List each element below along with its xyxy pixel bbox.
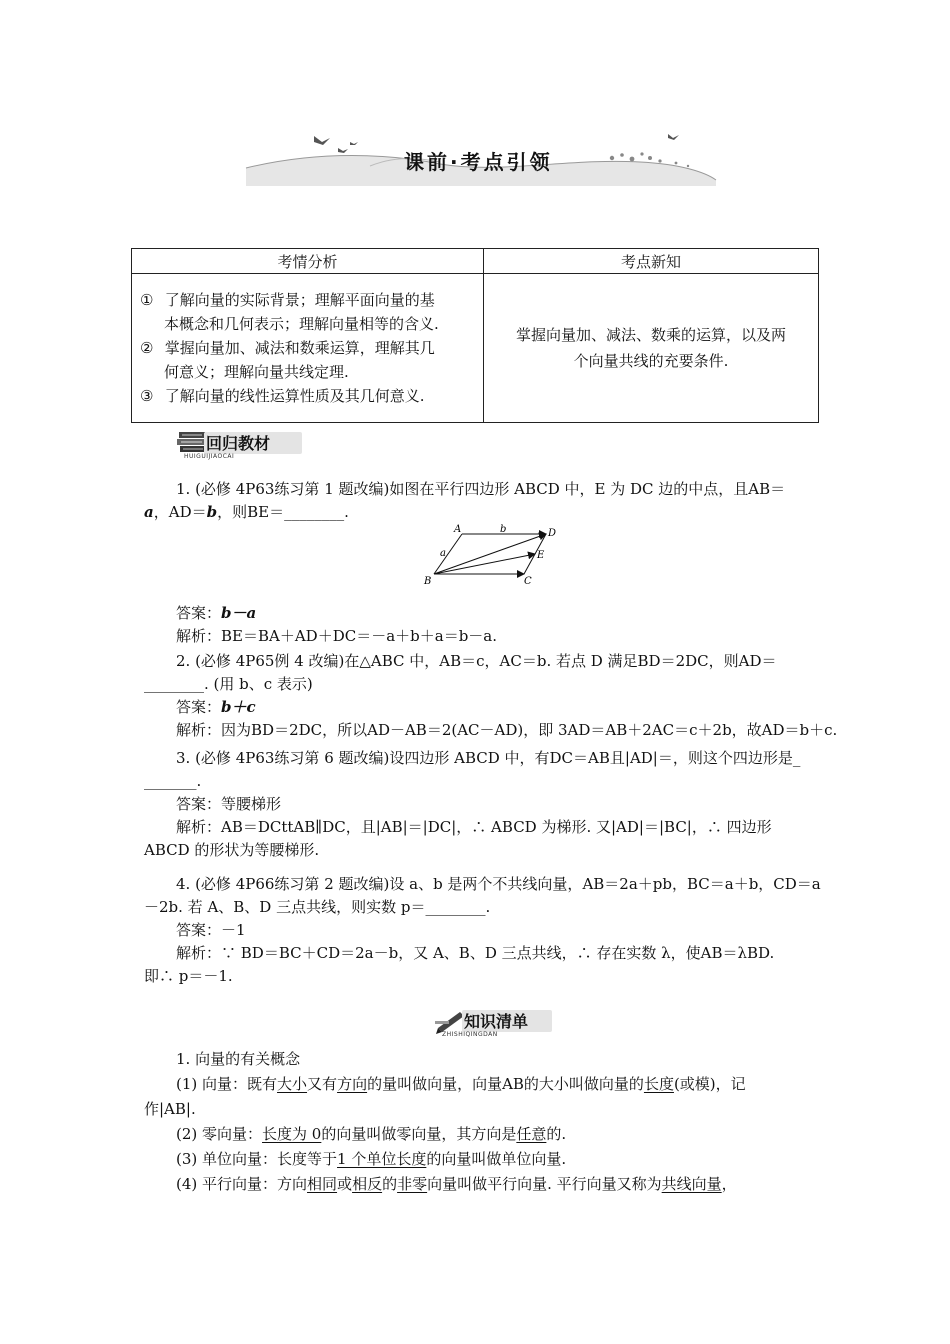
label-vector-a: a xyxy=(440,548,446,559)
section-badge-knowledge xyxy=(434,1004,554,1038)
question-1: 1. (必修 4P63练习第 1 题改编)如图在平行四边形 ABCD 中，E 为 DC 边的中点，且AB＝ a，AD＝b，则BE＝________. xyxy=(144,480,786,521)
knowledge-unit-vector: (3) 单位向量：长度等于1 个单位长度的向量叫做单位向量. xyxy=(176,1150,567,1168)
section-title-review: 回归教材 xyxy=(206,434,271,453)
objective-1: ① 了解向量的实际背景；理解平面向量的基 本概念和几何表示；理解向量相等的含义. xyxy=(140,291,439,333)
new-knowledge-cell: 掌握向量加、减法、数乘的运算，以及两 个向量共线的充要条件. xyxy=(484,274,819,423)
parallelogram-figure xyxy=(418,522,568,588)
table-header-new-knowledge: 考点新知 xyxy=(484,249,819,274)
objective-3: ③ 了解向量的线性运算性质及其几何意义. xyxy=(140,387,425,405)
side-ab xyxy=(434,534,462,574)
label-a-point: A xyxy=(454,524,462,535)
question-2: 2. (必修 4P65例 4 改编)在△ABC 中，AB＝c，AC＝b. 若点 D 满足BD＝2DC，则AD＝ ________. (用 b、c 表示) 答案：b＋c 解析：因为BD＝2DC，所以AD－AB＝2(AC－AD)，即 3AD＝AB＋2AC＝c＋2b，故AD＝b＋c. xyxy=(144,652,838,739)
label-c-point: C xyxy=(524,576,532,587)
question-4: 4. (必修 4P66练习第 2 题改编)设 a、b 是两个不共线向量，AB＝2a＋pb，BC＝a＋b，CD＝a －2b. 若 A、B、D 三点共线，则实数 p＝________. 答案：－1 解析：∵ BD＝BC＋CD＝2a－b，又 A、B、D 三点共线，∴ 存在实数 λ，使AB＝λBD. 即∴ p＝－1. xyxy=(144,875,821,985)
section-badge-review xyxy=(176,426,306,460)
section-pinyin-review: HUIGUIJIAOCAI xyxy=(184,453,235,460)
summary-table xyxy=(131,248,819,423)
knowledge-zero-vector: (2) 零向量：长度为 0的向量叫做零向量，其方向是任意的. xyxy=(176,1125,567,1143)
section-pinyin-knowledge: ZHISHIQINGDAN xyxy=(442,1031,498,1038)
objective-2: ② 掌握向量加、减法和数乘运算，理解其几 何意义；理解向量共线定理. xyxy=(140,339,435,381)
knowledge-list: 1. 向量的有关概念 (1) 向量：既有大小又有方向的量叫做向量，向量AB的大小叫做向量的长度(或模)，记 作|AB|. (2) 零向量：长度为 0的向量叫做零向量，其方向是任意的. (3) 单位向量：长度等于1 个单位长度的向量叫做单位向量. (4) 平行向量：方向相同或相反的非零向量叫做平行向量. 平行向量又称为共线向量， xyxy=(144,1047,814,1197)
vector-be xyxy=(434,554,535,574)
knowledge-vector-definition: (1) 向量：既有大小又有方向的量叫做向量，向量AB的大小叫做向量的长度(或模)，记 xyxy=(176,1075,746,1093)
label-e-point: E xyxy=(537,550,545,561)
banner-title: 课前·考点引领 xyxy=(404,150,553,174)
label-d-point: D xyxy=(548,528,557,539)
label-b-point: B xyxy=(424,576,432,587)
label-vector-b: b xyxy=(500,524,507,535)
question-1-answer: 答案：b－a 解析：BE＝BA＋AD＋DC＝－a＋b＋a＝b－a. xyxy=(176,604,498,645)
knowledge-item-1-title: 1. 向量的有关概念 xyxy=(176,1050,301,1068)
objectives-cell xyxy=(132,274,484,423)
vector-bd xyxy=(434,534,546,574)
section-title-knowledge: 知识清单 xyxy=(464,1012,529,1031)
question-3: 3. (必修 4P63练习第 6 题改编)设四边形 ABCD 中，有DC＝AB且|AD|＝，则这个四边形是_ _______. 答案：等腰梯形 解析：AB＝DCttAB∥DC，且|AB|＝|DC|，∴ ABCD 为梯形. 又|AD|＝|BC|，∴ 四边形 ABCD 的形状为等腰梯形. xyxy=(144,749,801,859)
table-header-analysis: 考情分析 xyxy=(132,249,484,274)
knowledge-parallel-vector: (4) 平行向量：方向相同或相反的非零向量叫做平行向量. 平行向量又称为共线向量， xyxy=(176,1175,737,1193)
